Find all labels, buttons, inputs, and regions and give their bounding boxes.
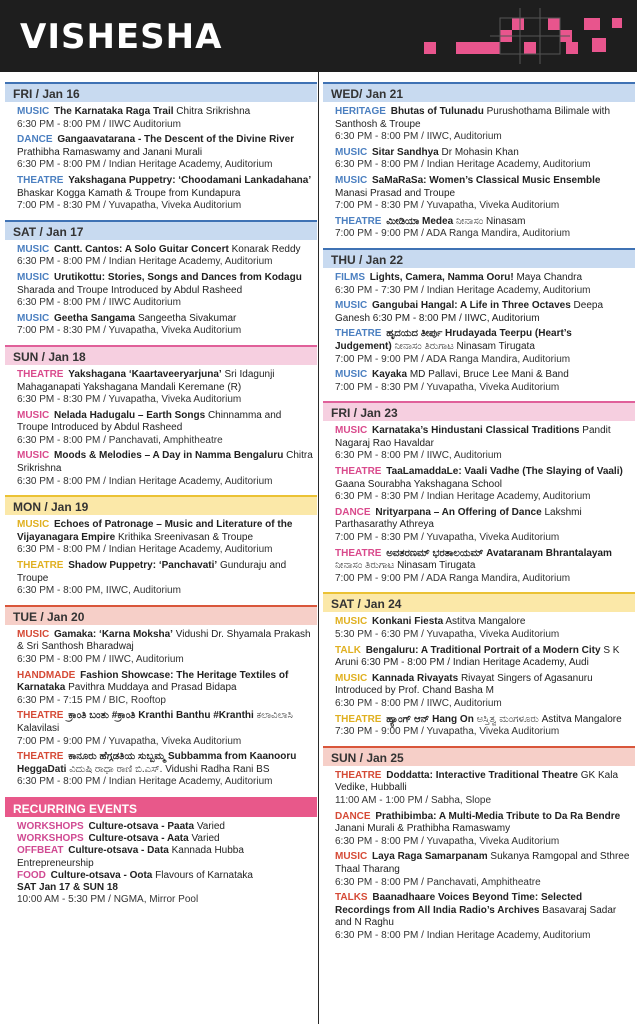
event-performer: Sri Idagunji Mahaganapati Yakshagana Mandali Keremane (R) (17, 368, 275, 393)
event-performer: ನೀನಾಸಂ ತಿರುಗಾಟ Ninasam Tirugata (391, 340, 535, 352)
event-list (323, 268, 635, 394)
day-section (5, 495, 317, 598)
event-item (323, 369, 635, 394)
event-category: MUSIC (17, 450, 50, 462)
event-title: ಹ್ಯಾಂಗ್ ಆನ್ Hang On (386, 713, 474, 725)
event-time-venue: 6:30 PM - 8:00 PM / Yuvapatha, Viveka Auditorium (335, 835, 560, 847)
event-item (323, 466, 635, 504)
event-time-venue: 7:30 PM - 9:00 PM / Yuvapatha, Viveka Auditorium (335, 726, 560, 738)
event-item (5, 882, 317, 906)
event-title: Shadow Puppetry: ‘Panchavati’ (68, 560, 218, 572)
event-time-venue: 7:00 PM - 8:30 PM / Yuvapatha, Viveka Auditorium (17, 200, 242, 212)
event-list (323, 421, 635, 585)
event-category: MUSIC (17, 519, 50, 531)
event-category: MUSIC (17, 243, 50, 255)
event-performer: ನೀನಾಸಂ Ninasam (453, 215, 526, 227)
day-heading: SAT / Jan 17 (5, 220, 317, 240)
event-title: Moods & Melodies – A Day in Namma Bengaluru (54, 450, 284, 462)
event-item (5, 272, 317, 310)
event-performer: Vidushi Dr. Shyamala Prakash & Sri Santhosh Bharadwaj (17, 628, 311, 653)
event-category: THEATRE (335, 466, 382, 478)
event-performer: Sukanya Ramgopal and Sthree Thaal Tharang (335, 851, 630, 875)
event-item (5, 751, 317, 789)
event-time-venue: 6:30 PM - 8:30 PM / Indian Heritage Academy, Auditorium (335, 491, 591, 503)
event-time-venue: 6:30 PM - 8:00 PM / IIWC Auditorium (17, 297, 181, 309)
event-time-venue: 7:00 PM - 9:00 PM / ADA Ranga Mandira, Auditorium (335, 228, 571, 240)
day-heading: MON / Jan 19 (5, 495, 317, 515)
event-list (5, 515, 317, 598)
event-title: ಕಾನೂರು ಹೆಗ್ಗಡತಿಯ ಸುಬ್ಬಮ್ಮ Subbamma from Kaanooru HeggaDati (17, 751, 297, 775)
event-time-venue: 6:30 PM - 7:15 PM / BIC, Rooftop (17, 694, 166, 706)
day-section (323, 82, 635, 241)
event-performer: GK Kala Vedike, Hubballi (335, 769, 619, 794)
event-item (5, 369, 317, 407)
event-item (323, 328, 635, 366)
event-time-venue: 10:00 AM - 5:30 PM / NGMA, Mirror Pool (17, 894, 199, 906)
event-performer: Sharada and Troupe Introduced by Abdul Rasheed (17, 284, 243, 296)
event-list (323, 766, 635, 943)
event-performer: Pavithra Muddaya and Prasad Bidapa (65, 682, 237, 694)
event-time-venue: 7:00 PM - 9:00 PM / ADA Ranga Mandira, Auditorium (335, 353, 571, 365)
event-title: Baanadhaare Voices Beyond Time: Selected Recordings from All India Radio’s Archives (335, 892, 583, 916)
event-category: DANCE (335, 810, 371, 822)
event-item (5, 313, 317, 338)
day-section (5, 220, 317, 338)
event-item (5, 175, 317, 213)
event-title: Culture-otsava - Paata (88, 820, 195, 832)
event-title: ಮೀಡಿಯಾ Medea (386, 215, 454, 227)
event-item (5, 560, 317, 598)
event-title: Yakshagana Puppetry: ‘Choodamani Lankadahana’ (68, 174, 312, 186)
event-title: Yakshagana ‘Kaartaveeryarjuna’ (68, 368, 222, 380)
event-item (5, 845, 317, 869)
day-section (323, 401, 635, 585)
event-performer: Manasi Prasad and Troupe (335, 187, 456, 199)
event-category: MUSIC (335, 425, 368, 437)
event-item (323, 645, 635, 670)
event-item (323, 770, 635, 808)
event-category: MUSIC (335, 616, 368, 628)
event-item (323, 548, 635, 586)
event-time-venue: 6:30 PM - 8:00 PM / Indian Heritage Academy, Auditorium (17, 475, 273, 487)
event-performer: Rivayat Singers of Agasanuru Introduced by Prof. Chand Basha M (335, 672, 593, 697)
day-heading: SUN / Jan 25 (323, 746, 635, 766)
event-category: MUSIC (17, 409, 50, 421)
event-category: WORKSHOPS (17, 833, 84, 845)
event-performer: Pandit Nagaraj Rao Havaldar (335, 425, 611, 449)
event-time-venue: 6:30 PM - 8:00 PM / Indian Heritage Academy, Auditorium (17, 159, 273, 171)
event-title: Karnataka’s Hindustani Classical Traditions (372, 425, 580, 437)
event-performer: Dr Mohasin Khan (438, 146, 519, 158)
event-title: Lights, Camera, Namma Ooru! (369, 271, 514, 283)
day-heading: FRI / Jan 23 (323, 401, 635, 421)
event-performer: Bhaskar Kogga Kamath & Troupe from Kundapura (17, 187, 241, 199)
event-performer: Deepa Ganesh 6:30 PM - 8:00 PM / IIWC, Auditorium (335, 300, 604, 324)
event-category: MUSIC (335, 174, 368, 186)
day-heading: RECURRING EVENTS (5, 797, 317, 817)
event-category: HERITAGE (335, 106, 386, 117)
event-performer: ಅಸ್ತಿತ್ವ ಮಂಗಳೂರು Astitva Mangalore (473, 713, 622, 725)
event-item (323, 106, 635, 144)
event-item (323, 851, 635, 889)
event-time-venue: 6:30 PM - 8:00 PM / IIWC, Auditorium (335, 450, 502, 462)
event-category: MUSIC (335, 369, 368, 381)
event-performer: Varied (188, 833, 220, 845)
event-performer: Flavours of Karnataka (152, 869, 253, 881)
event-title: Prathibimba: A Multi-Media Tribute to Da Ra Bendre (375, 810, 621, 822)
event-category: TALK (335, 644, 361, 656)
event-title: Geetha Sangama (54, 312, 136, 324)
event-item (5, 450, 317, 488)
event-item (323, 892, 635, 942)
event-performer: Maya Chandra (513, 271, 583, 283)
event-time-venue: 11:00 AM - 1:00 PM / Sabha, Slope (335, 794, 492, 806)
event-list (5, 817, 317, 906)
event-item (5, 244, 317, 269)
event-time-venue: 6:30 PM - 8:30 PM / Yuvapatha, Viveka Auditorium (17, 394, 242, 406)
event-title: Kayaka (372, 369, 408, 381)
event-title: Laya Raga Samarpanam (372, 851, 488, 863)
event-performer: Varied (194, 820, 225, 832)
event-title: Konkani Fiesta (372, 616, 444, 628)
day-heading: SUN / Jan 18 (5, 345, 317, 365)
event-time-venue: 6:30 PM - 8:00 PM / Panchavati, Amphitheatre (335, 876, 541, 888)
pixel-pattern-icon (0, 0, 637, 72)
event-category: MUSIC (335, 672, 368, 684)
event-title: ಅವತರಣಮ್ ಭರತಾಲಯಮ್ Avataranam Bhrantalayam (386, 547, 612, 559)
event-time-venue: 7:00 PM - 8:30 PM / Yuvapatha, Viveka Auditorium (335, 200, 560, 212)
event-list (5, 365, 317, 488)
event-time-venue: 6:30 PM - 8:00 PM / Indian Heritage Academy, Auditorium (17, 256, 273, 268)
event-title: Fashion Showcase: The Heritage Textiles of Karnataka (17, 669, 289, 694)
event-list (5, 240, 317, 338)
event-item (323, 425, 635, 463)
event-list (323, 102, 635, 241)
event-item (323, 147, 635, 172)
event-time-venue: 7:00 PM - 9:00 PM / Yuvapatha, Viveka Auditorium (17, 735, 242, 747)
event-performer: ನೀನಾಸಂ ತಿರುಗಾಟ Ninasam Tirugata (335, 560, 476, 572)
event-title: Culture-otsava - Aata (88, 833, 189, 845)
event-item (5, 670, 317, 708)
event-title: Doddatta: Interactive Traditional Theatre (386, 769, 578, 781)
event-category: THEATRE (17, 560, 64, 572)
event-item (323, 300, 635, 325)
day-heading: SAT / Jan 24 (323, 592, 635, 612)
event-category: WORKSHOPS (17, 820, 84, 832)
column-divider (318, 72, 319, 1024)
event-title: Gangubai Hangal: A Life in Three Octaves (372, 300, 571, 312)
event-category: MUSIC (17, 628, 50, 640)
event-performer: S K Aruni 6:30 PM - 8:00 PM / Indian Heritage Academy, Audi (335, 644, 620, 669)
event-list (323, 612, 635, 738)
event-category: THEATRE (335, 547, 382, 559)
event-item (323, 272, 635, 297)
event-time-venue: 7:00 PM - 8:30 PM / Yuvapatha, Viveka Auditorium (335, 381, 560, 393)
event-title: SAT Jan 17 & SUN 18 (17, 881, 118, 893)
event-title: Urutikottu: Stories, Songs and Dances from Kodagu (54, 271, 302, 283)
event-item (323, 216, 635, 241)
event-list (5, 625, 317, 789)
event-time-venue: 6:30 PM - 8:00 PM / IIWC, Auditorium (335, 131, 502, 143)
event-item (5, 106, 317, 131)
event-item (323, 714, 635, 739)
event-category: THEATRE (17, 368, 64, 380)
event-item (5, 870, 317, 882)
event-category: MUSIC (17, 271, 50, 283)
event-time-venue: 6:30 PM - 8:00 PM / Indian Heritage Academy, Auditorium (335, 929, 591, 941)
event-category: MUSIC (335, 146, 368, 158)
event-category: FILMS (335, 271, 365, 283)
day-section (323, 248, 635, 394)
event-performer: Astitva Mangalore (443, 616, 526, 628)
event-item (5, 629, 317, 667)
event-title: Echoes of Patronage – Music and Literature of the Vijayanagara Empire (17, 519, 293, 543)
event-category: OFFBEAT (17, 845, 64, 857)
event-time-venue: 6:30 PM - 8:00 PM / IIWC, Auditorium (17, 654, 184, 665)
event-performer: ಕಲಾವಿಲಾಸಿ Kalavilasi (17, 710, 293, 734)
event-time-venue: 6:30 PM - 8:00 PM / Indian Heritage Academy, Auditorium (335, 159, 591, 171)
event-title: Bengaluru: A Traditional Portrait of a Modern City (365, 644, 601, 656)
header-banner (0, 0, 637, 72)
day-section (323, 746, 635, 943)
event-category: HANDMADE (17, 669, 76, 681)
event-performer: Chitra Srikrishna (17, 450, 313, 475)
event-performer: Krithika Sreenivasan & Troupe (115, 531, 254, 543)
event-item (5, 134, 317, 172)
event-item (323, 507, 635, 545)
event-category: THEATRE (335, 769, 382, 781)
day-section (5, 797, 317, 906)
event-title: Gamaka: ‘Karna Moksha’ (54, 628, 173, 640)
event-category: THEATRE (17, 751, 64, 763)
event-category: MUSIC (335, 851, 368, 863)
event-item (5, 833, 317, 845)
event-performer: Konarak Reddy (228, 243, 301, 255)
day-heading: THU / Jan 22 (323, 248, 635, 268)
day-section (5, 82, 317, 213)
event-performer: Purushothama Bilimale with Santhosh & Troupe (335, 106, 611, 130)
event-title: TaaLamaddaLe: Vaali Vadhe (The Slaying of Vaali) (386, 466, 623, 478)
event-list (5, 102, 317, 213)
event-time-venue: 6:30 PM - 8:00 PM / IIWC, Auditorium (335, 697, 502, 709)
event-time-venue: 6:30 PM - 8:00 PM / Indian Heritage Academy, Auditorium (17, 544, 273, 556)
event-performer: Sangeetha Sivakumar (135, 312, 237, 324)
event-performer: MD Pallavi, Bruce Lee Mani & Band (407, 369, 569, 381)
event-title: Kannada Rivayats (372, 672, 459, 684)
event-performer: Lakshmi Parthasarathy Athreya (335, 506, 582, 531)
event-title: ಹೃದಯದ ತೀರ್ಪು Hrudayada Teerpu (Heart’s Judgement) (335, 328, 572, 352)
event-title: The Karnataka Raga Trail (54, 106, 174, 117)
event-item (323, 811, 635, 849)
event-item (323, 616, 635, 641)
event-category: DANCE (17, 134, 53, 146)
day-section (323, 592, 635, 738)
event-performer: Janani Murali & Prathibha Ramaswamy (335, 823, 511, 835)
event-time-venue: 7:00 PM - 8:30 PM / Yuvapatha, Viveka Auditorium (335, 532, 560, 544)
event-title: Gangaavatarana - The Descent of the Divine River (57, 134, 295, 146)
event-item (5, 710, 317, 748)
event-performer: ವಿದುಷಿ ರಾಧಾ ರಾಣಿ ಬಿ.ಎಸ್. Vidushi Radha Rani BS (66, 763, 270, 775)
event-title: Culture-otsava - Data (68, 845, 169, 857)
event-time-venue: 6:30 PM - 8:00 PM / IIWC Auditorium (17, 118, 181, 130)
event-category: FOOD (17, 869, 46, 881)
event-item (5, 821, 317, 833)
event-performer: Gaana Sourabha Yakshagana School (335, 478, 502, 490)
event-category: THEATRE (335, 328, 382, 340)
event-performer: Chitra Srikrishna (173, 106, 251, 117)
event-item (323, 175, 635, 213)
event-performer: Prathibha Ramaswamy and Janani Murali (17, 146, 203, 158)
day-section (5, 605, 317, 789)
event-category: THEATRE (335, 713, 382, 725)
day-section (5, 345, 317, 488)
event-title: Nrityarpana – An Offering of Dance (375, 506, 542, 518)
event-performer: Basavaraj Sadar and N Raghu (335, 904, 617, 929)
event-category: MUSIC (17, 312, 50, 324)
event-time-venue: 7:00 PM - 9:00 PM / ADA Ranga Mandira, Auditorium (335, 572, 571, 584)
day-heading: FRI / Jan 16 (5, 82, 317, 102)
event-title: Sitar Sandhya (372, 146, 439, 158)
event-title: Cantt. Cantos: A Solo Guitar Concert (54, 243, 229, 255)
event-time-venue: 6:30 PM - 8:00 PM / Indian Heritage Academy, Auditorium (17, 776, 273, 788)
event-item (5, 519, 317, 557)
right-column (323, 82, 635, 948)
event-title: Nelada Hadugalu – Earth Songs (54, 409, 206, 421)
event-time-venue: 7:00 PM - 8:30 PM / Yuvapatha, Viveka Auditorium (17, 325, 242, 337)
event-category: MUSIC (17, 106, 50, 117)
left-column (5, 82, 317, 912)
event-time-venue: 6:30 PM - 8:00 PM / Panchavati, Amphitheatre (17, 434, 223, 446)
event-time-venue: 6:30 PM - 7:30 PM / Indian Heritage Academy, Auditorium (335, 284, 591, 296)
event-category: THEATRE (335, 215, 382, 227)
event-title: Culture-otsava - Oota (50, 869, 153, 881)
event-category: THEATRE (17, 710, 64, 722)
event-performer: Gunduraju and Troupe (17, 560, 287, 584)
event-title: Bhutas of Tulunadu (390, 106, 484, 117)
logo: VISHESHA (20, 17, 223, 57)
event-performer: Chinnamma and Troupe Introduced by Abdul Rasheed (17, 409, 282, 434)
event-item (323, 673, 635, 711)
day-heading: TUE / Jan 20 (5, 605, 317, 625)
event-title: ಕ್ರಾಂತಿ ಬಂತು #ಕ್ರಾಂತಿ Kranthi Banthu #Kranthi (68, 710, 254, 722)
event-performer: Kannada Hubba Entrepreneurship (17, 845, 244, 869)
event-time-venue: 6:30 PM - 8:00 PM, IIWC, Auditorium (17, 585, 181, 597)
event-category: MUSIC (335, 300, 368, 312)
event-category: TALKS (335, 892, 368, 904)
event-time-venue: 5:30 PM - 6:30 PM / Yuvapatha, Viveka Auditorium (335, 629, 560, 640)
event-category: DANCE (335, 506, 371, 518)
day-heading: WED/ Jan 21 (323, 82, 635, 102)
event-item (5, 410, 317, 448)
event-title: SaMaRaSa: Women’s Classical Music Ensemble (372, 174, 601, 186)
event-category: THEATRE (17, 174, 64, 186)
